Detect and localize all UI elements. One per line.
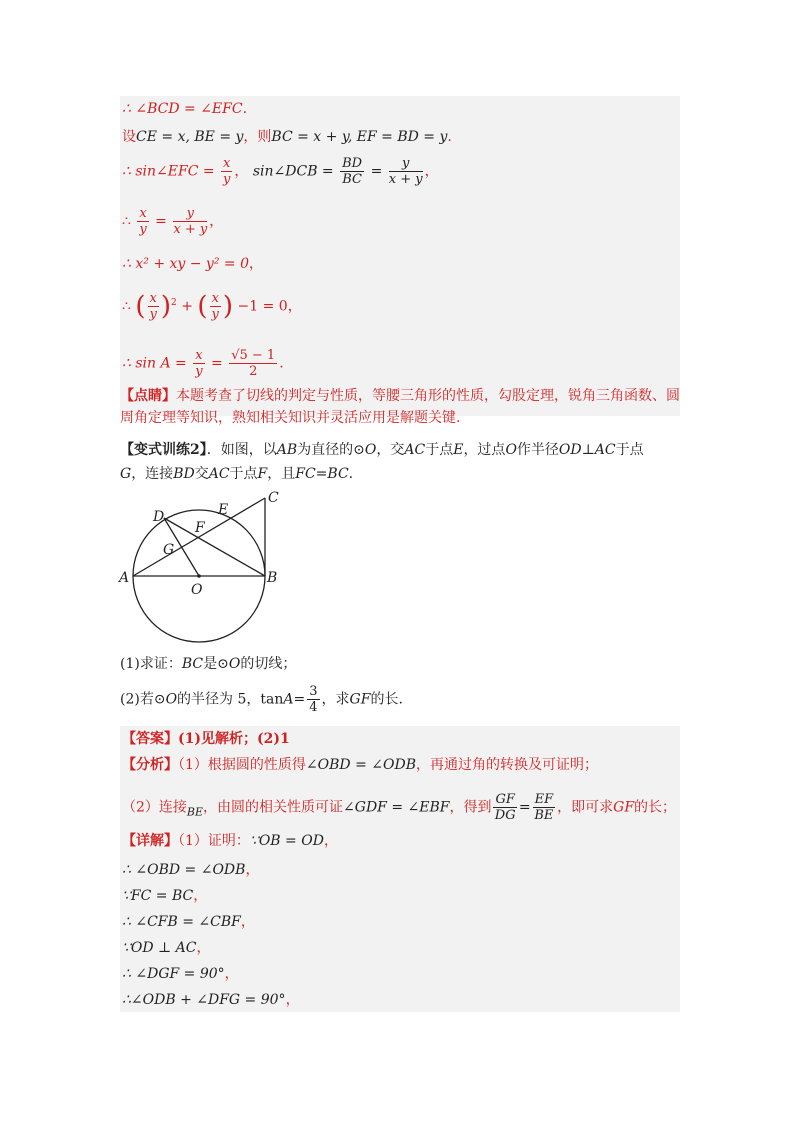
detail-line-7: ∴∠ODB + ∠DFG = 90°，	[122, 992, 300, 1008]
fraction: $\frac{x}{y}$	[149, 291, 157, 322]
step-line-7: ∴ sin A = $\frac{x}{y}$ = $\frac{√5 - 1}{2}$ .	[122, 348, 284, 379]
fraction: $\frac{√5 - 1}{2}$	[231, 348, 276, 379]
fraction: $\frac{BD}{BC}$	[342, 156, 363, 187]
step-line-2: 设CE = x, BE = y，则BC = x + y, EF = BD = y.	[122, 129, 452, 145]
detail-line-5: ∵OD ⊥ AC，	[122, 940, 211, 956]
step-line-4: ∴ $\frac{x}{y}$ = $\frac{y}{x + y}$ ，	[122, 206, 224, 237]
segment-bd	[164, 518, 265, 576]
dianjing-note: 【点睛】本题考查了切线的判定与性质，等腰三角形的性质，勾股定理，锐角三角函数、圆周角定理等知识，熟知相关知识并灵活应用是解题关键.	[120, 388, 680, 426]
fraction: $\frac{y}{x + y}$	[388, 156, 423, 187]
fraction: $\frac{x}{y}$	[211, 291, 219, 322]
question-2: (2)若⊙O的半径为 5，tanA= $\frac{3}{4}$ ，求GF的长.	[120, 684, 403, 715]
detail-line-3: ∵FC = BC，	[122, 888, 208, 904]
label-a: A	[119, 570, 130, 586]
question-1: (1)求证：BC是⊙O的切线；	[120, 656, 297, 672]
geometry-figure	[115, 488, 290, 648]
answer-line: 【答案】(1)见解析；(2)1	[122, 731, 290, 747]
label-f: F	[195, 520, 205, 536]
detail-line-2: ∴ ∠OBD = ∠ODB，	[122, 862, 260, 878]
label-o: O	[191, 582, 203, 598]
step-line-5: ∴ x² + xy − y² = 0，	[122, 256, 263, 272]
fraction: $\frac{3}{4}$	[309, 684, 318, 715]
fraction: $\frac{EF}{BE}$	[534, 792, 554, 823]
detail-line-6: ∴ ∠DGF = 90°，	[122, 966, 239, 982]
step-line-3: ∴ sin∠EFC = $\frac{x}{y}$ ， sin∠DCB = $\frac{BD}{BC}$ = $\frac{y}{x + y}$ ，	[122, 156, 439, 187]
detail-line-4: ∴ ∠CFB = ∠CBF，	[122, 914, 255, 930]
problem-statement: 【变式训练2】．如图，以AB为直径的⊙O，交AC于点E，过点O作半径OD⊥AC于点 G，连接BD交AC于点F，且FC=BC.	[120, 442, 644, 482]
analysis-line-2: （2）连接$_{BE}$，由圆的相关性质可证∠GDF = ∠EBF，得到 $\frac{GF}{DG}$ = $\frac{EF}{BE}$ ，即可求GF的长；	[122, 792, 677, 823]
label-c: C	[268, 490, 279, 506]
label-b: B	[267, 570, 278, 586]
step-line-1: ∴ ∠BCD = ∠EFC.	[122, 101, 248, 117]
fraction: $\frac{GF}{DG}$	[494, 792, 516, 823]
fraction: $\frac{x}{y}$	[195, 348, 203, 379]
label-d: D	[153, 509, 165, 525]
center-point	[197, 574, 201, 578]
detail-line-1: 【详解】（1）证明：∵OB = OD，	[122, 833, 338, 849]
fraction: $\frac{x}{y}$	[223, 156, 231, 187]
analysis-line-1: 【分析】（1）根据圆的性质得∠OBD = ∠ODB，再通过角的转换及可证明；	[122, 757, 598, 773]
label-g: G	[163, 542, 175, 558]
fraction: $\frac{y}{x + y}$	[173, 206, 208, 237]
step-line-6: ∴ ( $\frac{x}{y}$ )$^2$ + ( $\frac{x}{y}$ ) −1 = 0，	[122, 291, 302, 322]
fraction: $\frac{x}{y}$	[139, 206, 147, 237]
label-e: E	[218, 502, 229, 518]
